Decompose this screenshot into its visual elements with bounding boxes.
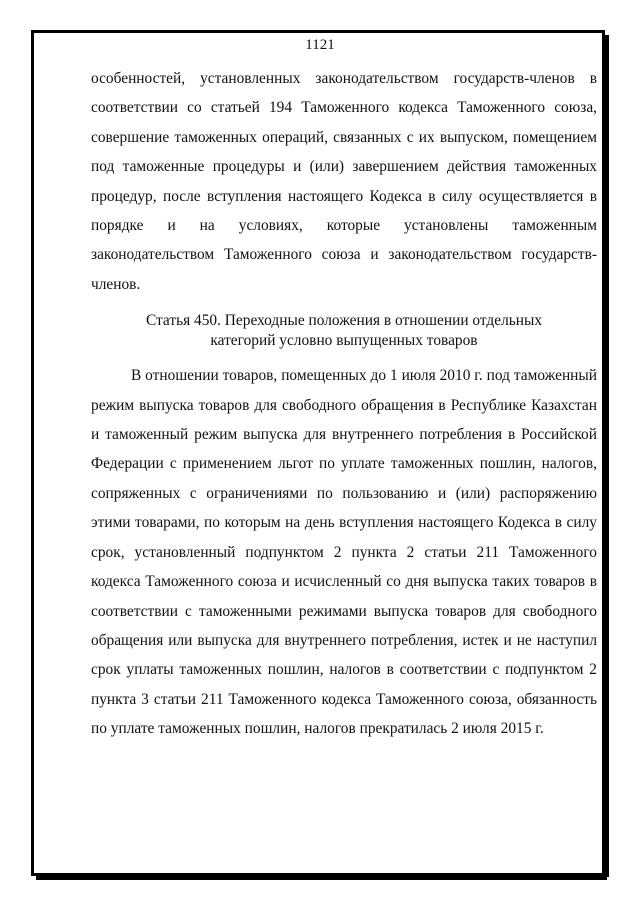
- article-450-heading-line-1: Статья 450. Переходные положения в отношении отдельных: [145, 312, 543, 330]
- page-number: 1121: [305, 37, 335, 53]
- article-450-heading: [91, 311, 597, 351]
- document-body: [91, 64, 597, 744]
- article-450-heading-line-2: категорий условно выпущенных товаров: [210, 332, 478, 350]
- paragraph-intro: особенностей, установленных законодательством государств-членов в соответствии со статьей 194 Таможенного кодекса Таможенного союза, совершение таможенных операций, связанных с их выпуском, помещением под таможенные процедуры и (или) завершением действия таможенных процедур, после вступления настоящего Кодекса в силу осуществляется в порядке и на условиях, которые установлены таможенным законодательством Таможенного союза и законодательством государств-членов.: [91, 70, 597, 293]
- paragraph-article-450-body: В отношении товаров, помещенных до 1 июля 2010 г. под таможенный режим выпуска товаров для свободного обращения в Республике Казахстан и таможенный режим выпуска для внутреннего потребления в Российской Федерации с применением льгот по уплате таможенных пошлин, налогов, сопряженных с ограничениями по пользованию и (или) распоряжению этими товарами, по которым на день вступления настоящего Кодекса в силу срок, установленный подпунктом 2 пункта 2 статьи 211 Таможенного кодекса Таможенного союза и исчисленный со дня выпуска таких товаров в соответствии с таможенными режимами выпуска товаров для свободного обращения или выпуска для внутреннего потребления, истек и не наступил срок уплаты таможенных пошлин, налогов в соответствии с подпунктом 2 пункта 3 статьи 211 Таможенного кодекса Таможенного союза, обязанность по уплате таможенных пошлин, налогов прекратилась 2 июля 2015 г.: [91, 367, 597, 738]
